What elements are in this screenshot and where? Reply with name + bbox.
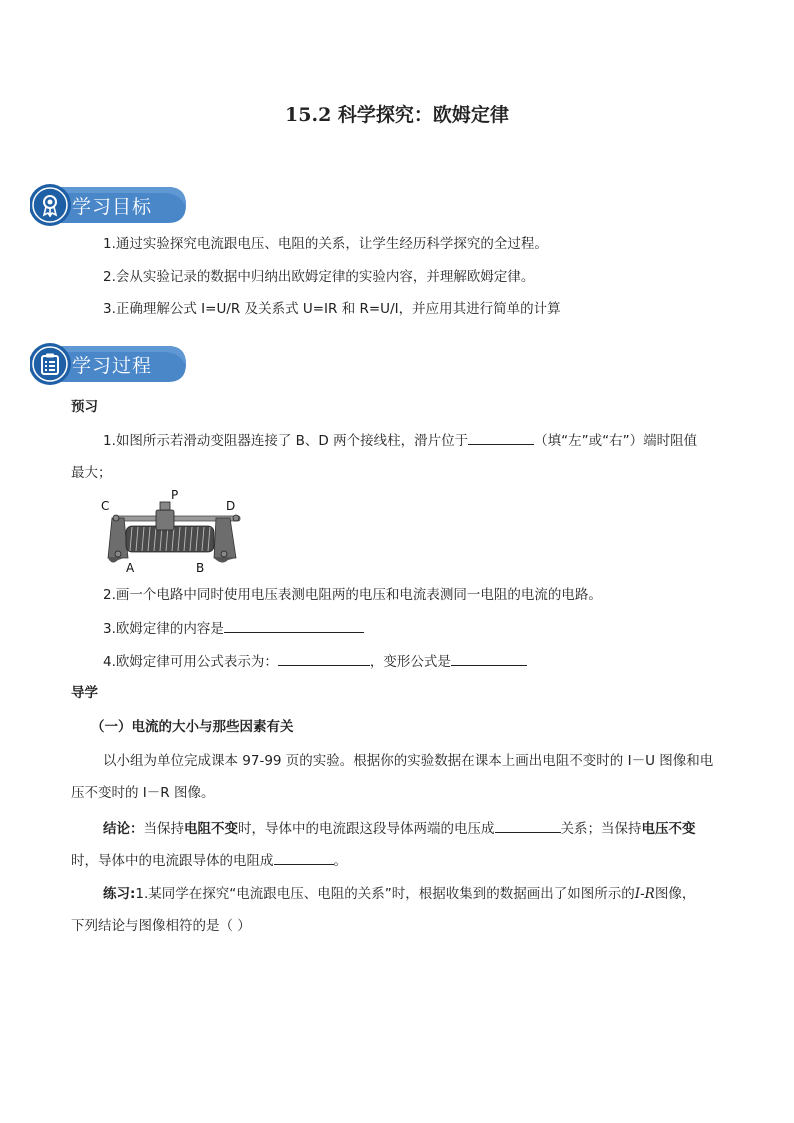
question-1-text-a: 1.如图所示若滑动变阻器连接了 B、D 两个接线柱，滑片位于 — [103, 433, 469, 449]
terminal-label-a: A — [126, 561, 135, 574]
subsection-heading: （一）电流的大小与那些因素有关 — [91, 719, 294, 735]
guide-heading: 导学 — [71, 685, 98, 701]
question-3-text: 3.欧姆定律的内容是 — [103, 621, 224, 637]
question-2: 2.画一个电路中同时使用电压表测电阻两的电压和电流表测同一电阻的电流的电路。 — [103, 587, 602, 603]
answer-blank-4b[interactable] — [451, 651, 527, 666]
answer-blank-1[interactable] — [468, 430, 534, 445]
question-3 — [103, 618, 364, 639]
process-banner-label: 学习过程 — [72, 355, 153, 377]
answer-blank-6[interactable] — [274, 850, 334, 865]
question-4-text-b: ，变形公式是 — [369, 654, 451, 670]
page-title: 15.2 科学探究：欧姆定律 — [285, 104, 509, 126]
award-ribbon-icon — [38, 193, 62, 217]
conclusion-resistance-constant: 电阻不变 — [184, 821, 238, 837]
paragraph-1-line-1: 以小组为单位完成课本 97-99 页的实验。根据你的实验数据在课本上画出电阻不变时的 I－U 图像和电 — [103, 753, 714, 769]
conclusion-line-1 — [103, 818, 696, 839]
exercise-text-a: 1.某同学在探究“电流跟电压、电阻的关系”时，根据收集到的数据画出了如图所示的 — [135, 886, 635, 902]
goal-item-2: 2.会从实验记录的数据中归纳出欧姆定律的实验内容，并理解欧姆定律。 — [103, 269, 535, 285]
answer-blank-3[interactable] — [224, 618, 364, 633]
conclusion-text-c: 时，导体中的电流跟这段导体两端的电压成 — [238, 821, 495, 837]
terminal-label-b: B — [196, 561, 205, 574]
conclusion-voltage-constant: 电压不变 — [641, 821, 696, 837]
exercise-line-2: 下列结论与图像相符的是（ ） — [71, 918, 251, 934]
exercise-line-1 — [103, 884, 695, 904]
terminal-label-d: D — [226, 499, 236, 513]
exercise-text-b: 图像， — [654, 886, 696, 902]
process-banner — [30, 342, 188, 386]
conclusion-text-g: 。 — [333, 853, 347, 869]
answer-blank-5[interactable] — [495, 818, 561, 833]
goal-item-1: 1.通过实验探究电流跟电压、电阻的关系，让学生经历科学探究的全过程。 — [103, 236, 548, 252]
question-4 — [103, 651, 527, 672]
conclusion-text-d: 关系；当保持 — [560, 821, 642, 837]
clipboard-list-icon — [39, 352, 61, 376]
conclusion-text-a: 当保持 — [143, 821, 184, 837]
question-1 — [103, 430, 697, 451]
goal-item-3: 3.正确理解公式 I=U/R 及关系式 U=IR 和 R=U/I，并应用其进行简单的计算 — [103, 301, 561, 317]
conclusion-text-f: 时，导体中的电流跟导体的电阻成 — [71, 853, 274, 869]
conclusion-label: 结论： — [103, 821, 144, 837]
goals-banner-label: 学习目标 — [72, 196, 153, 218]
exercise-ir: I-R — [634, 886, 655, 902]
answer-blank-4a[interactable] — [278, 651, 370, 666]
goals-banner — [30, 183, 188, 227]
terminal-label-p: P — [171, 488, 179, 502]
sliding-rheostat-figure — [98, 488, 258, 574]
question-4-text-a: 4.欧姆定律可用公式表示为： — [103, 654, 278, 670]
exercise-label: 练习: — [103, 886, 136, 902]
question-1-continued: 最大； — [71, 465, 112, 481]
question-1-text-b: （填“左”或“右”）端时阻值 — [534, 433, 698, 449]
preview-heading: 预习 — [71, 399, 98, 415]
paragraph-1-line-2: 压不变时的 I－R 图像。 — [71, 785, 215, 801]
conclusion-line-2 — [71, 850, 347, 871]
terminal-label-c: C — [101, 499, 110, 513]
